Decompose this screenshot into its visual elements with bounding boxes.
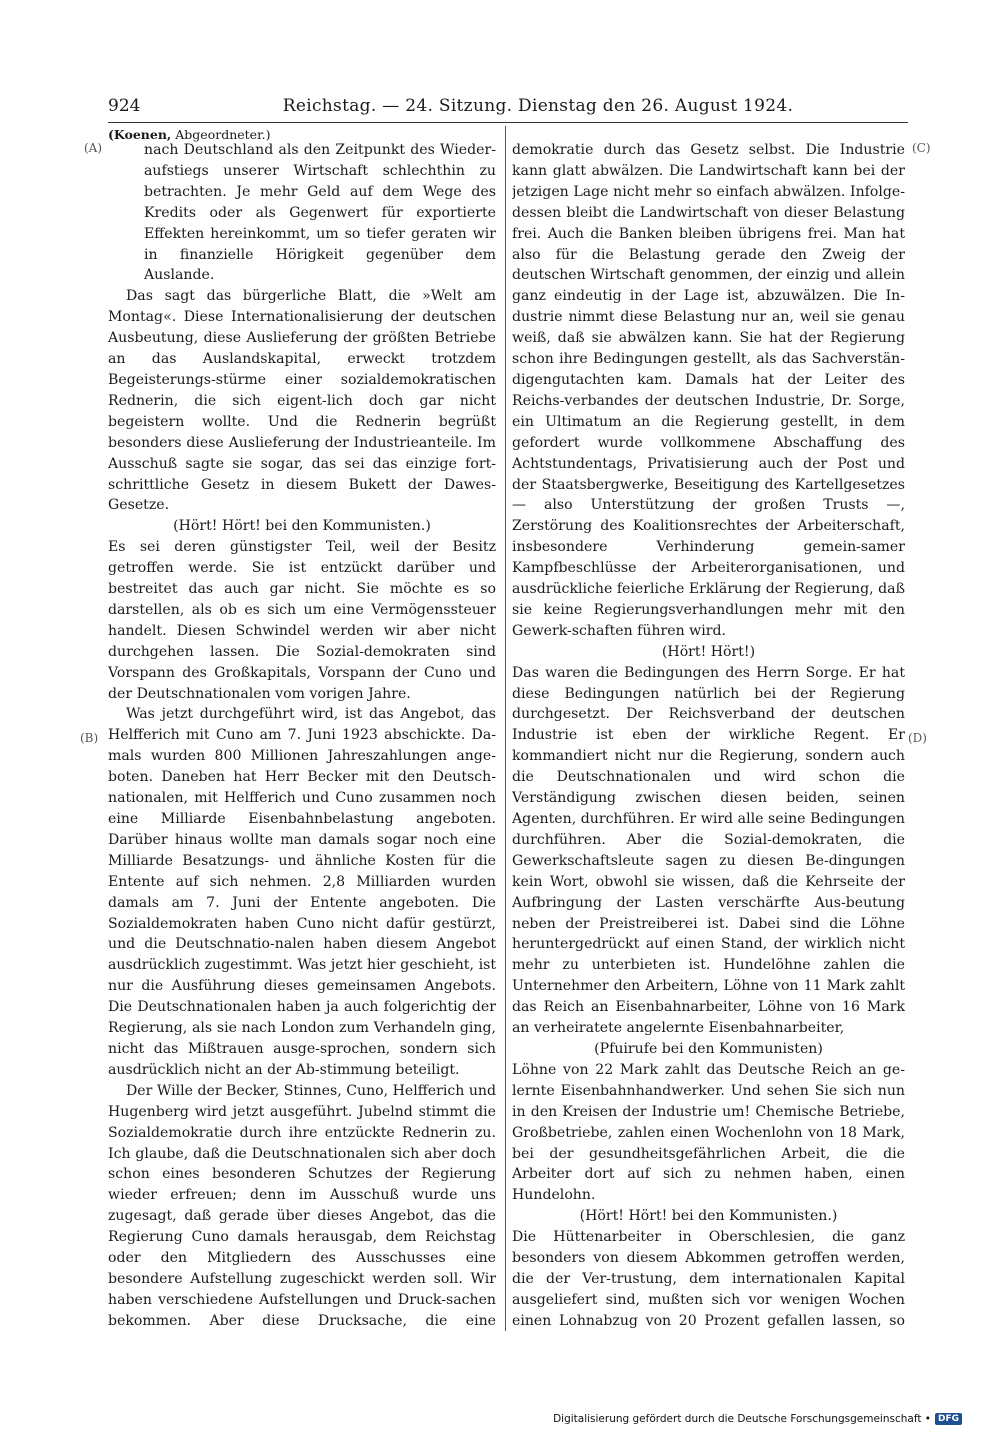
paragraph: Löhne von 22 Mark zahlt das Deutsche Reich an ge-lernte Eisenbahnhandwerker. Und sehen Sie sich nun in den Kreisen der Industrie um! Chemische Betriebe, Großbetriebe, zahlen einen Wochenlohn von 18 Mark, bei der gesundheitsgefährlichen Arbeit, die die Arbeiter dort auf sich zu nehmen haben, einen Hundelohn. [512, 1061, 905, 1204]
left-column [108, 140, 496, 1330]
paragraph: Die Hüttenarbeiter in Oberschlesien, die ganz besonders von diesem Abkommen getroffen werden, die der Ver-trustung, dem internationalen Kapital ausgeliefert sind, mußten sich vor wenigen Wochen einen Lohnabzug von 20 Prozent gefallen lassen, so [512, 1229, 905, 1329]
interjection: (Hört! Hört! bei den Kommunisten.) [173, 518, 431, 535]
paragraph: nach Deutschland als den Zeitpunkt des Wieder-aufstiegs unserer Wirtschaft schlechthin zu betrachten. Je mehr Geld auf dem Wege des Kredits oder als Gegenwert für exportierte Effekten hereinkommt, um so tiefer geraten wir in finanzielle Hörigkeit gegenüber dem Auslande. [144, 142, 496, 284]
paragraph: Das sagt das bürgerliche Blatt, die »Welt am Montag«. Diese Internationalisierung der deutschen Ausbeutung, diese Auslieferung der größten Betriebe an das Auslandskapital, erweckt trotzdem Begeisterungs-stürme einer sozialdemokratischen Rednerin, die sich eigent-lich doch gar nicht begeistern wollte. Und die Rednerin begrüßt besonders diese Auslieferung der Industrieanteile. Im Ausschuß sagte sie sogar, das sei das einzige fort-schrittliche Gesetz in diesem Bukett der Dawes-Gesetze. [108, 288, 496, 514]
margin-marker-d: (D) [908, 731, 927, 745]
running-title: Reichstag. — 24. Sitzung. Dienstag den 26. August 1924. [282, 96, 794, 116]
credit-text: Digitalisierung gefördert durch die Deutsche Forschungsgemeinschaft • [553, 1413, 931, 1425]
margin-marker-c: (C) [912, 141, 931, 155]
margin-marker-a: (A) [84, 141, 103, 155]
paragraph: Was jetzt durchgeführt wird, ist das Angebot, das Helfferich mit Cuno am 7. Juni 1923 abschickte. Da-mals wurden 800 Millionen Jahreszahlungen ange-boten. Daneben hat Herr Becker mit den Deutsch-nationalen, mit Helfferich und Cuno zusammen noch eine Milliarde Eisenbahnbelastung angeboten. Darüber hinaus wollte man damals sogar noch eine Milliarde Besatzungs- und ähnliche Kosten für die Entente auf sich nehmen. 2,8 Milliarden wurden damals am 7. Juni der Entente angeboten. Die Sozialdemokraten haben Cuno nicht dafür gestürzt, und die Deutschnatio-nalen haben diesem Angebot ausdrücklich zugestimmt. Was jetzt hier geschieht, ist nur die Ausführung dieses gemeinsamen Angebots. Die Deutschnationalen haben ja auch folgerichtig der Regierung, als sie nach London zum Verhandeln ging, nicht das Mißtrauen ausge-sprochen, sondern sich ausdrücklich nicht an der Ab-stimmung beteiligt. [108, 706, 496, 1078]
paragraph: Das waren die Bedingungen des Herrn Sorge. Er hat diese Bedingungen natürlich bei der Regierung durchgesetzt. Der Reichsverband der deutschen Industrie ist eben der wirkliche Regent. Er kommandiert nicht nur die Regierung, sondern auch die Deutschnationalen und wird schon die Verständigung zwischen diesen beiden, seinen Agenten, durchführen. Er wird alle seine Bedingungen durchführen. Aber die Sozial-demokraten, die Gewerkschaftsleute sagen zu diesen Be-dingungen kein Wort, obwohl sie wissen, daß die Kehrseite der Aufbringung der Lasten verschärfte Aus-beutung neben der Preistreiberei ist. Dabei sind die Löhne heruntergedrückt auf einen Stand, der wirklich nicht mehr zu unterbieten ist. Hundelöhne zahlen die Unternehmer den Arbeitern, Löhne von 11 Mark zahlt das Reich an Eisenbahnarbeiter, Löhne von 16 Mark an verheiratete angelernte Eisenbahnarbeiter, [512, 664, 905, 1037]
paragraph: demokratie durch das Gesetz selbst. Die Industrie kann glatt abwälzen. Die Landwirtschaft kann bei der jetzigen Lage nicht mehr so einfach abwälzen. Infolge-dessen bleibt die Landwirtschaft von dieser Belastung frei. Auch die Banken bleiben übrigens frei. Man hat also für die Belastung gerade den Zweig der deutschen Wirtschaft genommen, der einzig und allein ganz eindeutig in der Lage ist, abzuwälzen. Die In-dustrie nimmt diese Belastung nur an, weil sie genau weiß, daß sie abwälzen kann. Sie hat der Regierung schon ihre Bedingungen gestellt, als das Sachverstän-digengutachten kam. Damals hat der Leiter des Reichs-verbandes der deutschen Industrie, Dr. Sorge, ein Ultimatum an die Regierung gestellt, in dem gefordert wurde vollkommene Abschaffung des Achtstundentags, Privatisierung auch der Post und der Staatsbergwerke, Beseitigung des Kartellgesetzes — also Unterstützung der großen Trusts —, Zerstörung des Koalitionsrechtes der Arbeiterschaft, insbesondere Verhinderung gemein-samer Kampfbeschlüsse der Arbeiterorganisationen, und ausdrückliche feierliche Erklärung der Regierung, daß sie keine Regierungsverhandlungen mehr mit den Gewerk-schaften führen wird. [512, 142, 905, 639]
speaker-name: (Koenen, [108, 127, 172, 142]
paragraph: Der Wille der Becker, Stinnes, Cuno, Helfferich und Hugenberg wird jetzt ausgeführt. Jubelnd stimmt die Sozialdemokratie durch ihre entzückte Rednerin zu. Ich glaube, daß die Deutschnationalen sich aber doch schon eines besonderen Schutzes der Regierung wieder erfreuen; denn im Ausschuß wurde uns zugesagt, daß gerade über dieses Angebot, das die Regierung Cuno damals herausgab, dem Reichstag oder den Mitgliedern des Ausschusses eine besondere Aufstellung zugeschickt werden soll. Wir haben verschiedene Aufstellungen und Druck-sachen bekommen. Aber diese Drucksache, die eine [108, 1082, 496, 1329]
dfg-logo-icon: DFG [935, 1413, 962, 1425]
right-column [512, 140, 905, 1330]
interjection: (Pfuirufe bei den Kommunisten) [594, 1040, 823, 1057]
margin-marker-b: (B) [80, 731, 99, 745]
interjection: (Hört! Hört!) [661, 643, 756, 660]
paragraph: Es sei deren günstigster Teil, weil der Besitz getroffen werde. Sie ist entzückt darüber und bestreitet das auch gar nicht. Sie möchte es so darstellen, als ob es sich um eine Vermögenssteuer handelt. Diesen Schwindel werden wir aber nicht durchgehen lassen. Die Sozial-demokraten sind Vorspann des Großkapitals, Vorspann der Cuno und der Deutschnationalen vom vorigen Jahre. [108, 539, 496, 702]
page-header [108, 96, 908, 122]
speaker-role: Abgeordneter.) [175, 127, 271, 142]
column-divider [505, 126, 506, 1331]
page-number: 924 [108, 96, 141, 116]
header-rule [108, 122, 908, 123]
interjection: (Hört! Hört! bei den Kommunisten.) [579, 1208, 838, 1225]
digitization-credit [553, 1413, 962, 1425]
